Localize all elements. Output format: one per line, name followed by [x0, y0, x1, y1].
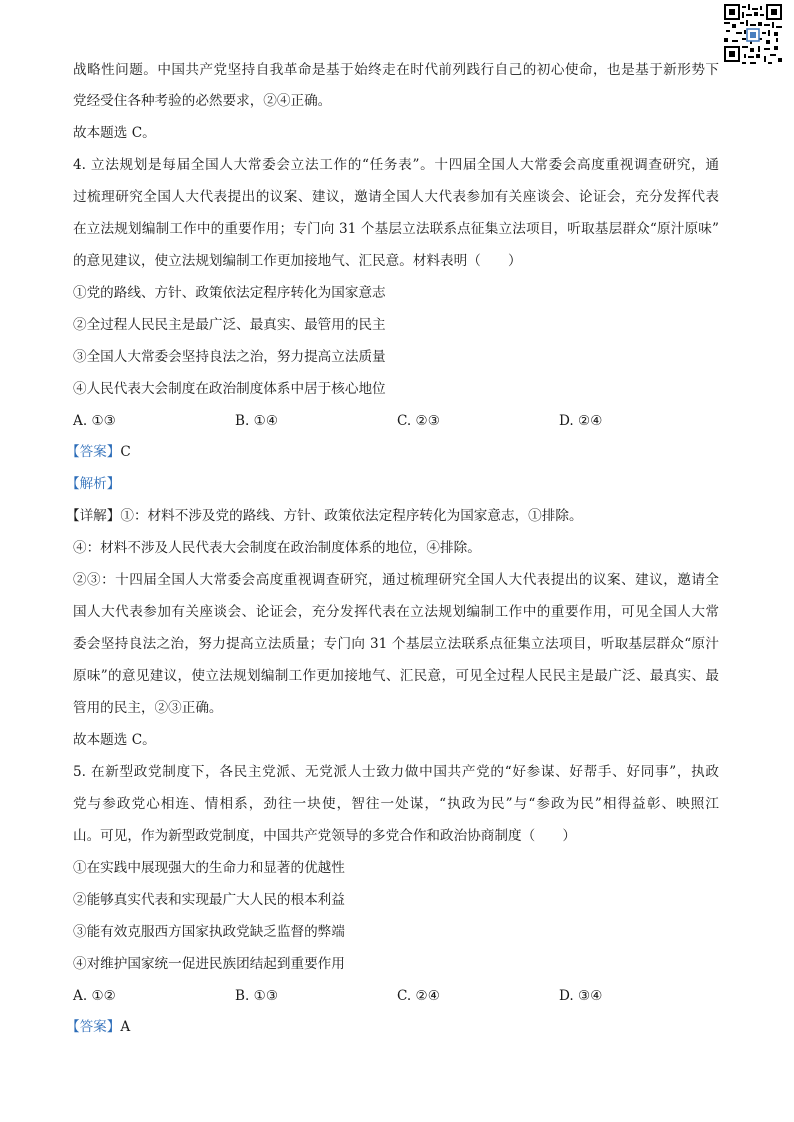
q4-detail-line-1 [66, 507, 716, 525]
q5-option-a: A. ①② [73, 988, 116, 1004]
q5-option-d: D. ③④ [559, 988, 603, 1004]
q5-option-b: B. ①③ [235, 988, 279, 1004]
q4-conclusion: 故本题选 C。 [73, 732, 156, 748]
q5-answer-tag: 【答案】 [66, 1019, 121, 1035]
q4-stem-line-1: 4. 立法规划是每届全国人大常委会立法工作的“任务表”。十四届全国人大常委会高度重视调查研究，通 [73, 157, 719, 173]
q4-stem-line-2: 过梳理研究全国人大代表提出的议案、建议，邀请全国人大代表参加有关座谈会、论证会，充分发挥代表 [73, 189, 719, 205]
q4-detail-line-3: ②③：十四届全国人大常委会高度重视调查研究，通过梳理研究全国人大代表提出的议案、建议，邀请全 [73, 572, 719, 588]
q4-answer-tag: 【答案】 [66, 444, 121, 460]
q4-stem-line-3: 在立法规划编制工作中的重要作用；专门向 31 个基层立法联系点征集立法项目，听取基层群众“原汁原味” [73, 221, 719, 237]
q5-item-3: ③能有效克服西方国家执政党缺乏监督的弊端 [73, 924, 345, 940]
q4-detail-tag: 【详解】 [66, 508, 121, 524]
q5-stem-line-3: 山。可见，作为新型政党制度，中国共产党领导的多党合作和政治协商制度（ ） [73, 828, 576, 844]
q4-detail-line-7: 管用的民主，②③正确。 [73, 700, 223, 716]
q4-option-c: C. ②③ [397, 413, 440, 429]
q4-detail-line-5: 委会坚持良法之治，努力提高立法质量；专门向 31 个基层立法联系点征集立法项目，听取基层群众“原汁 [73, 636, 719, 652]
q4-item-2: ②全过程人民民主是最广泛、最真实、最管用的民主 [73, 317, 386, 333]
q4-detail-line-2: ④：材料不涉及人民代表大会制度在政治制度体系的地位，④排除。 [73, 540, 481, 556]
intro-line-1: 战略性问题。中国共产党坚持自我革命是基于始终走在时代前列践行自己的初心使命，也是基于新形势下 [73, 62, 719, 78]
q4-analysis-tag: 【解析】 [66, 476, 121, 492]
q4-detail-line-6: 原味”的意见建议，使立法规划编制工作更加接地气、汇民意，可见全过程人民民主是最广泛、最真实、最 [73, 668, 719, 684]
q5-answer [66, 1018, 716, 1036]
intro-line-2: 党经受住各种考验的必然要求，②④正确。 [73, 93, 332, 109]
q5-stem-line-2: 党与参政党心相连、情相系，劲往一块使，智往一处谋，“执政为民”与“参政为民”相得益彰、映照江 [73, 796, 719, 812]
q4-stem-line-4: 的意见建议，使立法规划编制工作更加接地气、汇民意。材料表明（ ） [73, 253, 522, 269]
q4-analysis [66, 475, 716, 493]
q4-option-b: B. ①④ [235, 413, 279, 429]
q5-item-1: ①在实践中展现强大的生命力和显著的优越性 [73, 860, 345, 876]
q5-stem-line-1: 5. 在新型政党制度下，各民主党派、无党派人士致力做中国共产党的“好参谋、好帮手、好同事”，执政 [73, 764, 719, 780]
qr-code-icon [724, 4, 782, 66]
q4-detail-text-1: ①：材料不涉及党的路线、方针、政策依法定程序转化为国家意志，①排除。 [120, 508, 583, 524]
q4-item-1: ①党的路线、方针、政策依法定程序转化为国家意志 [73, 285, 386, 301]
q4-option-d: D. ②④ [559, 413, 603, 429]
q5-item-2: ②能够真实代表和实现最广大人民的根本利益 [73, 892, 345, 908]
q4-item-3: ③全国人大常委会坚持良法之治，努力提高立法质量 [73, 349, 386, 365]
q5-answer-value: A [120, 1019, 131, 1035]
q4-item-4: ④人民代表大会制度在政治制度体系中居于核心地位 [73, 381, 386, 397]
q4-option-a: A. ①③ [73, 413, 116, 429]
intro-conclusion: 故本题选 C。 [73, 125, 156, 141]
q5-item-4: ④对维护国家统一促进民族团结起到重要作用 [73, 956, 345, 972]
q5-option-c: C. ②④ [397, 988, 440, 1004]
q4-answer [66, 443, 716, 461]
q4-detail-line-4: 国人大代表参加有关座谈会、论证会，充分发挥代表在立法规划编制工作中的重要作用，可见全国人大常 [73, 604, 719, 620]
q4-answer-value: C [120, 444, 131, 460]
